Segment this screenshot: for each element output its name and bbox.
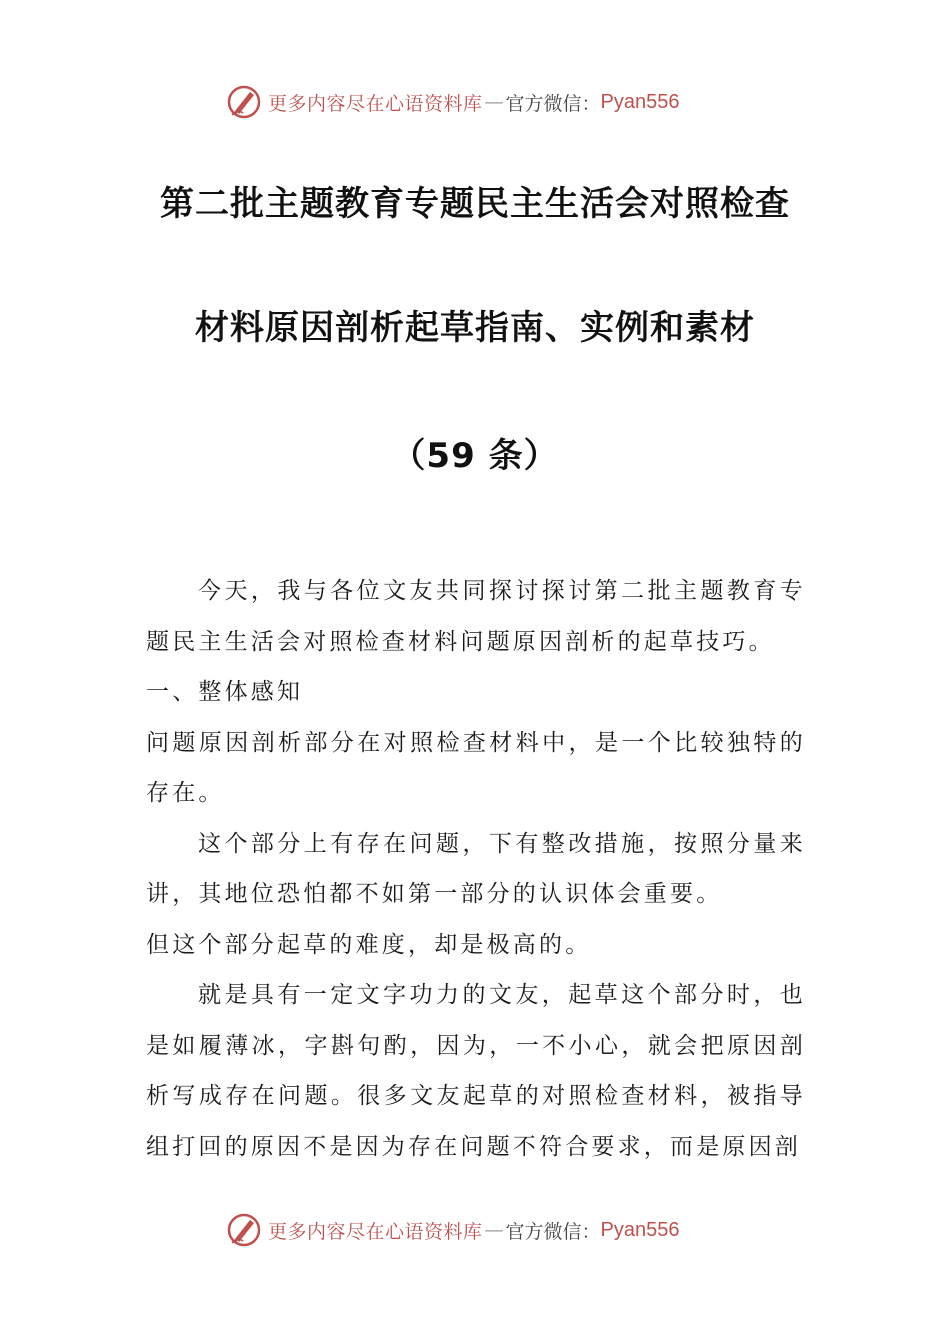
section-heading: 一、整体感知 <box>146 679 304 705</box>
title-line-1: 第二批主题教育专题民主生活会对照检查 <box>160 184 790 224</box>
paragraph: 问题原因剖析部分在对照检查材料中，是一个比较独特的存在。 <box>146 729 806 806</box>
pen-logo-icon <box>226 1212 262 1248</box>
paragraph: 这个部分上有存在问题，下有整改措施，按照分量来讲，其地位恐怕都不如第一部分的认识体会重要。 <box>146 830 806 907</box>
watermark-account: Pyan556 <box>600 90 680 113</box>
watermark-brand: 更多内容尽在心语资料库 <box>268 1220 483 1243</box>
paragraph: 就是具有一定文字功力的文友，起草这个部分时，也是如履薄冰，字斟句酌，因为，一不小心，就会把原因剖析写成存在问题。很多文友起草的对照检查材料，被指导组打回的原因不是因为存在问题不符合要求，而是原因剖 <box>146 982 806 1160</box>
watermark-separator: — <box>484 1219 504 1241</box>
title-line-2: 材料原因剖析起草指南、实例和素材 <box>195 308 755 348</box>
paragraph-intro: 今天，我与各位文友共同探讨探讨第二批主题教育专题民主生活会对照检查材料问题原因剖析的起草技巧。 <box>146 578 806 655</box>
header-watermark <box>226 82 726 122</box>
watermark-wechat-label: 官方微信： <box>505 92 601 115</box>
paragraph: 但这个部分起草的难度，却是极高的。 <box>146 931 592 958</box>
watermark-wechat-label: 官方微信： <box>505 1220 601 1243</box>
title-count: （59 条） <box>391 436 559 476</box>
pen-logo-icon <box>226 84 262 120</box>
body-text <box>146 566 806 1172</box>
watermark-separator: — <box>484 91 504 113</box>
watermark-account: Pyan556 <box>600 1218 680 1241</box>
watermark-brand: 更多内容尽在心语资料库 <box>268 92 483 115</box>
footer-watermark <box>226 1210 726 1250</box>
